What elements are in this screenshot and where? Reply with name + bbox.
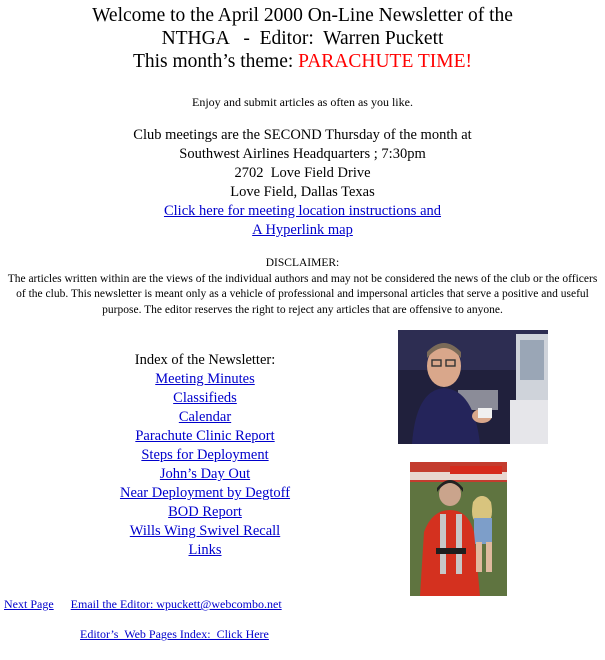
meeting-line-2: Southwest Airlines Headquarters ; 7:30pm [179, 146, 426, 162]
index-link-links[interactable]: Links [188, 542, 222, 558]
index-link-bod-report[interactable]: BOD Report [168, 504, 242, 520]
meeting-line-4: Love Field, Dallas Texas [230, 184, 375, 200]
header-line-2: NTHGA - Editor: Warren Puckett [161, 28, 444, 49]
disclaimer-text: The articles written within are the views of the individual authors and may not be considered the news of the club or the officers of the club. This newsletter is meant only as a vehicle of professional and impersonal articles that serve a positive and useful purpose. The editor reserves the right to reject any articles that are offensive to anyone. [7, 272, 598, 316]
hyperlink-map-link[interactable]: A Hyperlink map [252, 222, 353, 238]
harness-photo [410, 462, 507, 596]
harness-photo-image [410, 462, 507, 596]
index-link-parachute-clinic-report[interactable]: Parachute Clinic Report [135, 428, 275, 444]
header-theme-line [0, 50, 605, 73]
email-editor-link[interactable]: Email the Editor: wpuckett@webcombo.net [70, 597, 282, 611]
newsletter-header [0, 4, 605, 73]
header-line-1: Welcome to the April 2000 On-Line Newsletter of the [92, 5, 513, 26]
index-title: Index of the Newsletter: [134, 352, 276, 368]
index-link-johns-day-out[interactable]: John’s Day Out [159, 466, 251, 482]
meeting-instructions-link[interactable]: Click here for meeting location instructions and [163, 203, 442, 219]
index-link-steps-for-deployment[interactable]: Steps for Deployment [141, 447, 269, 463]
meeting-line-1: Club meetings are the SECOND Thursday of the month at [133, 127, 472, 143]
meeting-line-3: 2702 Love Field Drive [234, 165, 371, 181]
index-link-meeting-minutes[interactable]: Meeting Minutes [155, 371, 255, 387]
intro-text: Enjoy and submit articles as often as you like. [192, 95, 413, 109]
index-link-calendar[interactable]: Calendar [178, 409, 232, 425]
disclaimer [0, 256, 605, 318]
editor-photo [398, 330, 548, 444]
meeting-info [0, 126, 605, 240]
index-link-near-deployment[interactable]: Near Deployment by Degtoff [119, 485, 291, 501]
footer-pages-index [80, 627, 269, 642]
index-link-classifieds[interactable]: Classifieds [173, 390, 237, 406]
next-page-link[interactable]: Next Page [4, 597, 54, 611]
theme-value: PARACHUTE TIME! [298, 51, 473, 72]
index-link-swivel-recall[interactable]: Wills Wing Swivel Recall [129, 523, 281, 539]
editor-photo-image [398, 330, 548, 444]
newsletter-index [0, 351, 410, 560]
theme-label: This month’s theme: [132, 51, 299, 72]
footer-links [4, 597, 282, 612]
web-pages-index-link[interactable]: Editor’s Web Pages Index: Click Here [80, 627, 269, 641]
disclaimer-heading: DISCLAIMER: [265, 257, 340, 269]
